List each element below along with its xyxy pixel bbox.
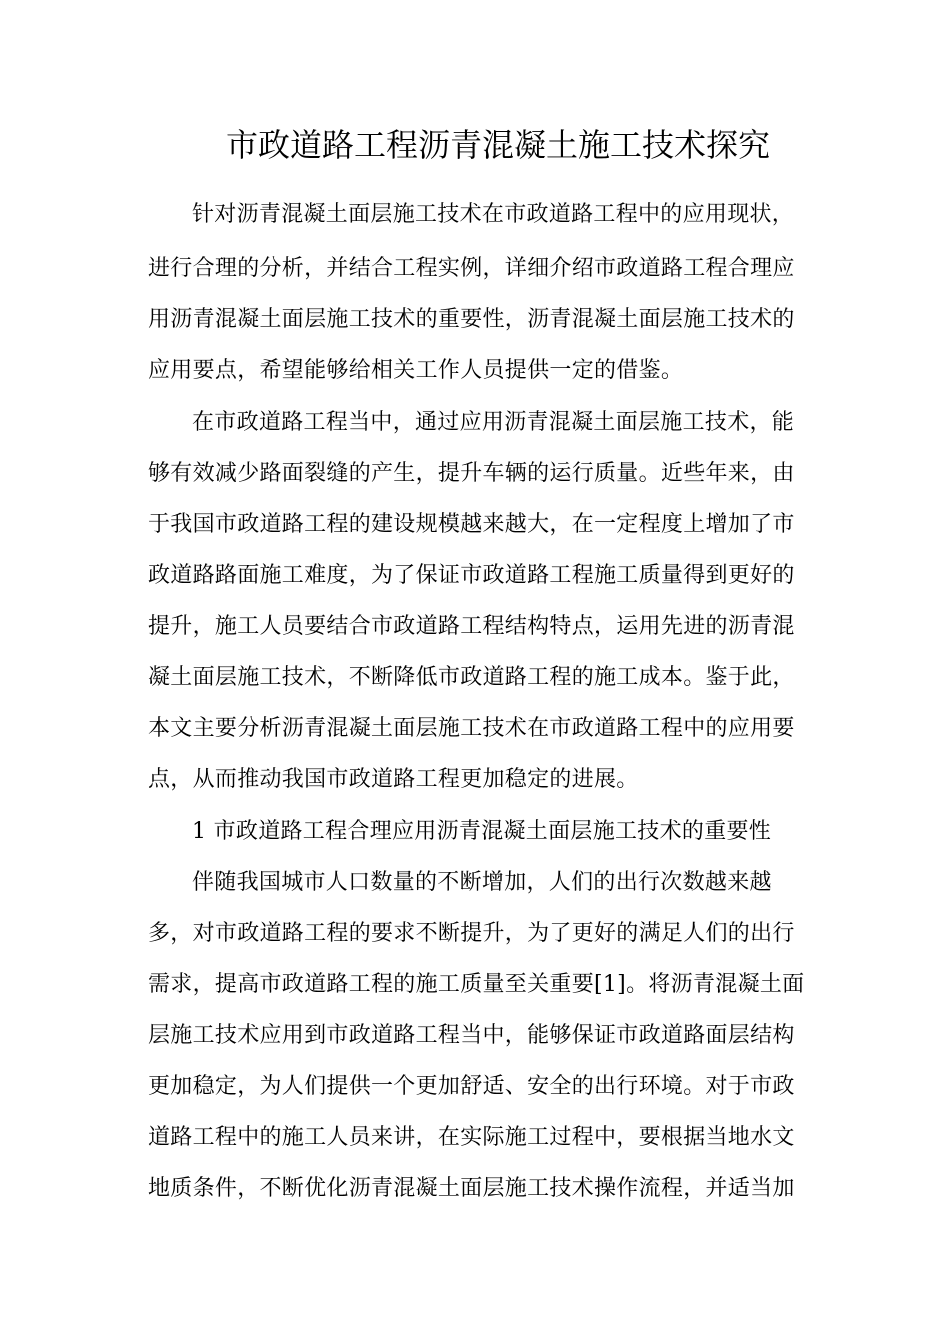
paragraph-line: 于我国市政道路工程的建设规模越来越大，在一定程度上增加了市 <box>148 512 795 537</box>
section-heading: 1 市政道路工程合理应用沥青混凝土面层施工技术的重要性 <box>192 819 772 844</box>
paragraph-line: 提升，施工人员要结合市政道路工程结构特点，运用先进的沥青混 <box>148 614 795 639</box>
document-title: 市政道路工程沥青混凝土施工技术探究 <box>226 126 771 164</box>
paragraph-line: 针对沥青混凝土面层施工技术在市政道路工程中的应用现状， <box>192 202 795 227</box>
paragraph-line: 应用要点，希望能够给相关工作人员提供一定的借鉴。 <box>148 358 684 383</box>
paragraph-line: 进行合理的分析，并结合工程实例，详细介绍市政道路工程合理应 <box>148 256 795 281</box>
paragraph-line: 道路工程中的施工人员来讲，在实际施工过程中，要根据当地水文 <box>148 1125 795 1150</box>
paragraph-line: 用沥青混凝土面层施工技术的重要性，沥青混凝土面层施工技术的 <box>148 307 795 332</box>
paragraph-line: 点，从而推动我国市政道路工程更加稳定的进展。 <box>148 767 639 792</box>
paragraph-line: 在市政道路工程当中，通过应用沥青混凝土面层施工技术，能 <box>192 410 795 435</box>
paragraph-line: 多，对市政道路工程的要求不断提升，为了更好的满足人们的出行 <box>148 921 795 946</box>
paragraph-line: 更加稳定，为人们提供一个更加舒适、安全的出行环境。对于市政 <box>148 1074 795 1099</box>
paragraph-line: 层施工技术应用到市政道路工程当中，能够保证市政道路面层结构 <box>148 1023 795 1048</box>
paragraph-line: 政道路路面施工难度，为了保证市政道路工程施工质量得到更好的 <box>148 563 795 588</box>
paragraph-line: 够有效减少路面裂缝的产生，提升车辆的运行质量。近些年来，由 <box>148 461 795 486</box>
paragraph-line: 地质条件，不断优化沥青混凝土面层施工技术操作流程，并适当加 <box>148 1176 795 1201</box>
paragraph-line: 本文主要分析沥青混凝土面层施工技术在市政道路工程中的应用要 <box>148 716 795 741</box>
paragraph-line: 需求，提高市政道路工程的施工质量至关重要[1]。将沥青混凝土面 <box>148 972 805 997</box>
paragraph-line: 伴随我国城市人口数量的不断增加，人们的出行次数越来越 <box>192 870 772 895</box>
paragraph-line: 凝土面层施工技术，不断降低市政道路工程的施工成本。鉴于此， <box>148 665 795 690</box>
